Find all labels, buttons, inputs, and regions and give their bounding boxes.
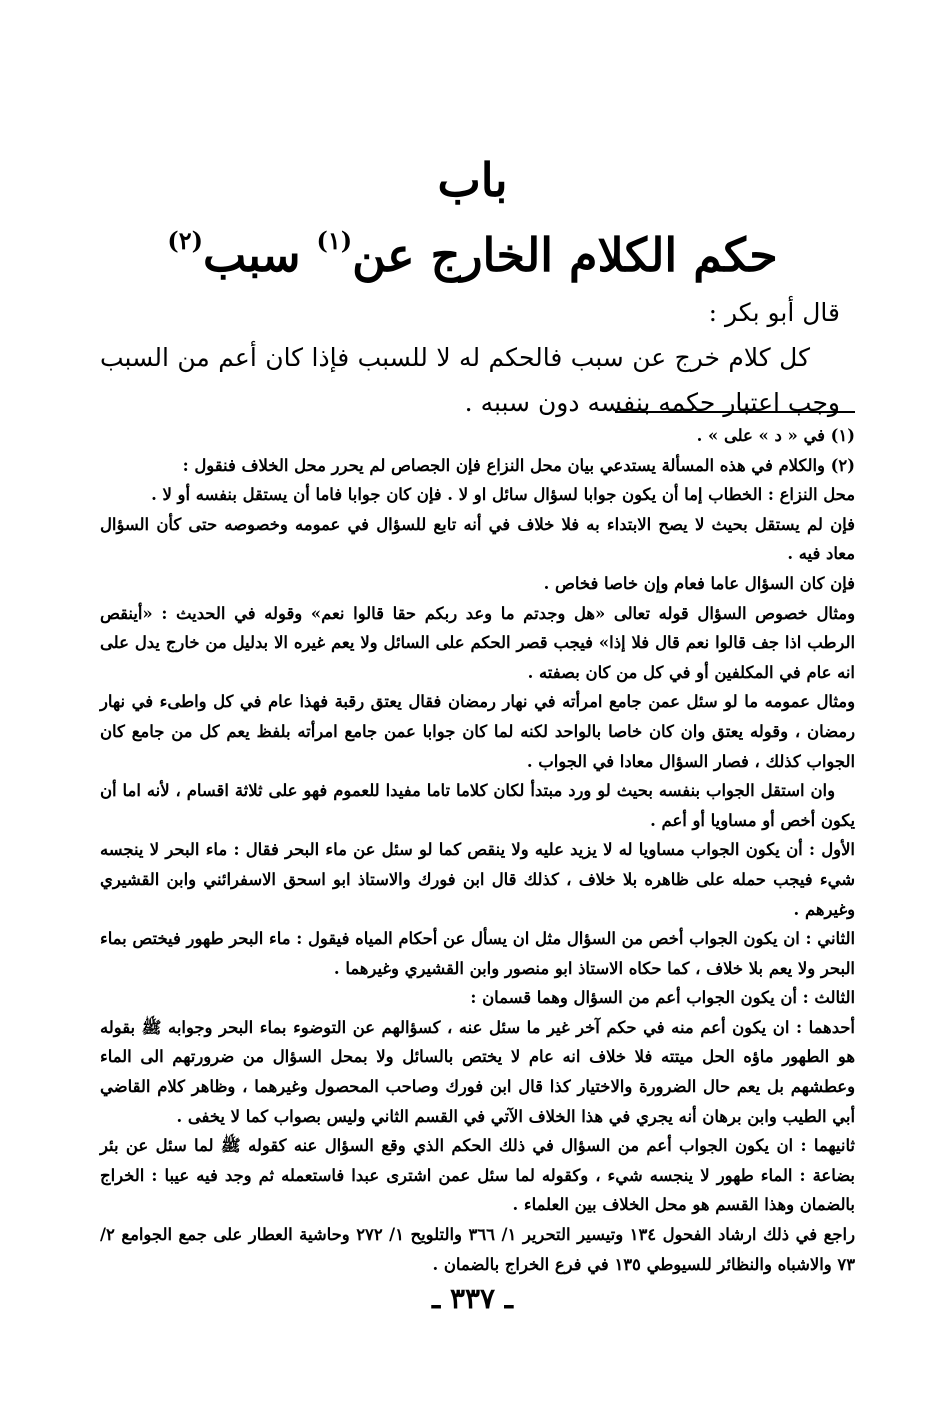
speaker-line: قال أبو بكر : bbox=[708, 298, 840, 327]
chapter-title bbox=[0, 210, 945, 286]
chapter-title-part2: سبب bbox=[202, 228, 317, 282]
footnote-ref-1: (١) bbox=[316, 226, 353, 255]
page-number: ـ ٣٣٧ ـ bbox=[431, 1282, 514, 1315]
main-text bbox=[100, 290, 840, 425]
footnote-1: (١) في « د » على » . bbox=[696, 426, 855, 445]
footnote-paragraph: فإن لم يستقل بحيث لا يصح الابتداء به فلا خلاف في أنه تابع للسؤال في عمومه وخصوصه حتى كأن السؤال معاد فيه . bbox=[100, 514, 855, 564]
footnote-paragraph: محل النزاع : الخطاب إما أن يكون جوابا لسؤال سائل او لا . فإن كان جوابا فاما أن يستقل بنفسه أو لا . bbox=[151, 485, 855, 505]
footnote-2: (٢) والكلام في هذه المسألة يستدعي بيان محل النزاع فإن الجصاص لم يحرر محل الخلاف فنقول : bbox=[182, 455, 855, 475]
footnote-paragraph: الثالث : أن يكون الجواب أعم من السؤال وهما قسمان : bbox=[470, 988, 855, 1008]
chapter-label: باب bbox=[437, 153, 508, 207]
footnote-paragraph: الثاني : ان يكون الجواب أخص من السؤال مثل ان يسأل عن أحكام المياه فيقول : ماء البحر طهور فيختص بماء البحر ولا يعم بلا خلاف ، كما حكاه الاستاذ ابو منصور وابن القشيري وغيرهما . bbox=[99, 929, 855, 978]
footnote-ref-2: (٢) bbox=[167, 226, 203, 255]
footnote-paragraph: ومثال خصوص السؤال قوله تعالى «هل وجدتم ما وعد ربكم حقا قالوا نعم» وقوله في الحديث : «أينقص الرطب اذا جف قالوا نعم قال فلا إذا» فيجب قصر الحكم على السائل ولا يعم غيره الا بدليل من خارج يدل على انه عام في المكلفين أو في كل من كان بصفته . bbox=[100, 603, 855, 682]
main-paragraph: كل كلام خرج عن سبب فالحكم له لا للسبب فإذا كان أعم من السبب وجب اعتبار حكمه بنفسه دون سببه . bbox=[100, 343, 840, 417]
footnote-paragraph: راجع في ذلك ارشاد الفحول ١٣٤ وتيسير التحرير ١/ ٣٦٦ والتلويح ١/ ٢٧٢ وحاشية العطار على جمع الجوامع ٢/ ٧٣ والاشباه والنظائر للسيوطي ١٣٥ في فرع الخراج بالضمان . bbox=[100, 1225, 855, 1274]
chapter-title-part1: حكم الكلام الخارج عن bbox=[352, 228, 778, 282]
footnote-paragraph: فإن كان السؤال عاما فعام وإن خاصا فخاص . bbox=[543, 573, 855, 593]
footnote-paragraph: ثانيهما : ان يكون الجواب أعم من السؤال في ذلك الحكم الذي وقع السؤال عنه كقوله ﷺ لما سئل عن بئر بضاعة : الماء طهور لا ينجسه شيء ، وكقوله لما سئل عمن اشترى عبدا فاستعمله ثم وجد فيه عيبا : الخراج بالضمان وهذا القسم هو محل الخلاف بين العلماء . bbox=[100, 1136, 855, 1215]
footnote-paragraph: وان استقل الجواب بنفسه بحيث لو ورد مبتدأ لكان كلاما تاما مفيدا للعموم فهو على ثلاثة اقسام ، لأنه اما أن يكون أخص أو مساويا أو أعم . bbox=[100, 781, 855, 830]
footnote-paragraph: الأول : أن يكون الجواب مساويا له لا يزيد عليه ولا ينقص كما لو سئل عن ماء البحر فقال : ماء البحر لا ينجسه شيء فيجب حمله على ظاهره بلا خلاف ، كذلك قال ابن فورك والاستاذ ابو اسحق الاسفرائني وابن القشيري وغيرهم . bbox=[100, 840, 855, 919]
footnote-separator bbox=[615, 411, 855, 413]
footnotes bbox=[100, 421, 855, 1279]
footnote-paragraph: أحدهما : ان يكون أعم منه في حكم آخر غير ما سئل عنه ، كسؤالهم عن التوضوء بماء البحر وجوابه ﷺ بقوله هو الطهور ماؤه الحل ميتته فلا خلاف انه عام لا يختص بالسائل ولا بمحل السؤال من ضرورتهم الى الماء وعطشهم بل يعم حال الضرورة والاختيار كذا قال ابن فورك وصاحب المحصول وغيرهما ، وظاهر كلام القاضي أبي الطيب وابن برهان أنه يجري في هذا الخلاف الآتي في القسم الثاني وليس بصواب كما لا يخفى . bbox=[100, 1017, 855, 1126]
footnote-paragraph: ومثال عمومه ما لو سئل عمن جامع امرأته في نهار رمضان فقال يعتق رقبة فهذا عام في كل واطىء في نهار رمضان ، وقوله يعتق وان كان خاصا بالواحد لكنه لما كان جوابا عمن جامع امرأته بلفظ يعم كل من جامع كان الجواب كذلك ، فصار السؤال معادا في الجواب . bbox=[100, 692, 855, 771]
